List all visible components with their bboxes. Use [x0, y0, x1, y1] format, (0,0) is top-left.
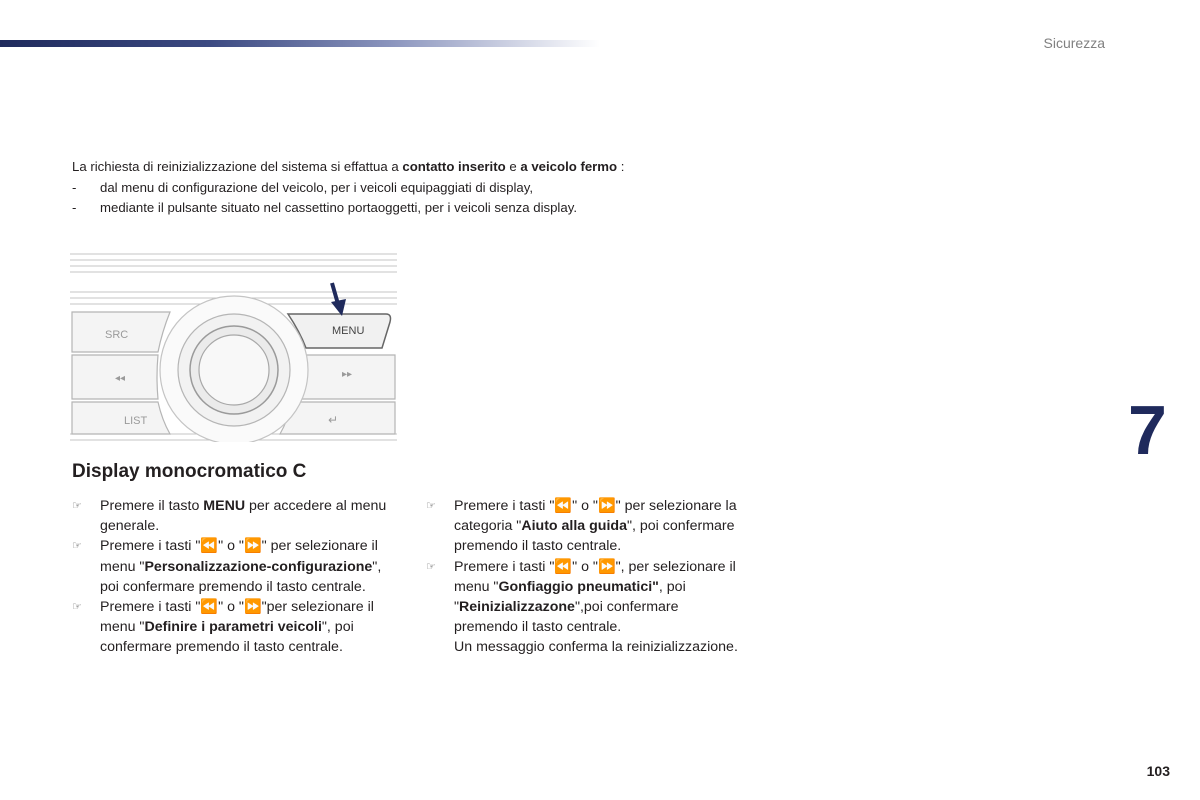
pointing-hand-icon: ☞	[426, 500, 436, 512]
instruction-note: Un messaggio conferma la reinizializzazione.	[454, 639, 738, 656]
pointing-hand-icon: ☞	[426, 560, 436, 573]
pointing-hand-icon: ☞	[72, 540, 82, 553]
menu-button-label: MENU	[332, 325, 365, 337]
src-button-label: SRC	[105, 329, 129, 341]
list-button-label: LIST	[124, 415, 148, 427]
instruction-item: ☞ Premere i tasti "⏪" o "⏩" per selezionare il menu "Personalizzazione-configurazione", poi confermare premendo il tasto centrale.	[72, 538, 382, 595]
page-number: 103	[1146, 763, 1170, 779]
instruction-item: ☞ Premere il tasto MENU per accedere al menu generale.	[72, 498, 387, 535]
back-button-icon: ↵	[328, 413, 339, 427]
chapter-number: 7	[1128, 391, 1167, 469]
prev-button-icon: ◂◂	[115, 373, 126, 384]
radio-panel-illustration	[70, 252, 397, 442]
intro-list-item: - mediante il pulsante situato nel cassettino portaoggetti, per i veicoli senza display.	[72, 200, 577, 215]
right-instructions-column	[426, 496, 746, 658]
instruction-item: ☞ Premere i tasti "⏪" o "⏩"per selezionare il menu "Definire i parametri veicoli", poi confermare premendo il tasto centrale.	[72, 599, 374, 656]
pointer-arrow-icon	[331, 283, 346, 316]
next-button-icon: ▸▸	[342, 369, 353, 380]
intro-paragraph	[72, 157, 772, 219]
section-heading: Display monocromatico C	[72, 461, 307, 482]
instruction-item: ☞ Premere i tasti "⏪" o "⏩", per selezionare il menu "Gonfiaggio pneumatici", poi "Reinizializzazone",poi confermare premendo il tasto centrale.	[426, 558, 736, 636]
intro-sentence: La richiesta di reinizializzazione del sistema si effattua a contatto inserito e a veicolo fermo :	[72, 159, 625, 174]
pointing-hand-icon: ☞	[72, 500, 82, 512]
header-gradient-bar	[0, 40, 600, 47]
section-title: Sicurezza	[1043, 35, 1105, 51]
pointing-hand-icon: ☞	[72, 601, 82, 614]
instruction-item: ☞ Premere i tasti "⏪" o "⏩" per selezionare la categoria "Aiuto alla guida", poi confermare premendo il tasto centrale.	[426, 498, 737, 555]
left-instructions-column	[72, 496, 392, 658]
intro-list-item: - dal menu di configurazione del veicolo, per i veicoli equipaggiati di display,	[72, 179, 534, 195]
